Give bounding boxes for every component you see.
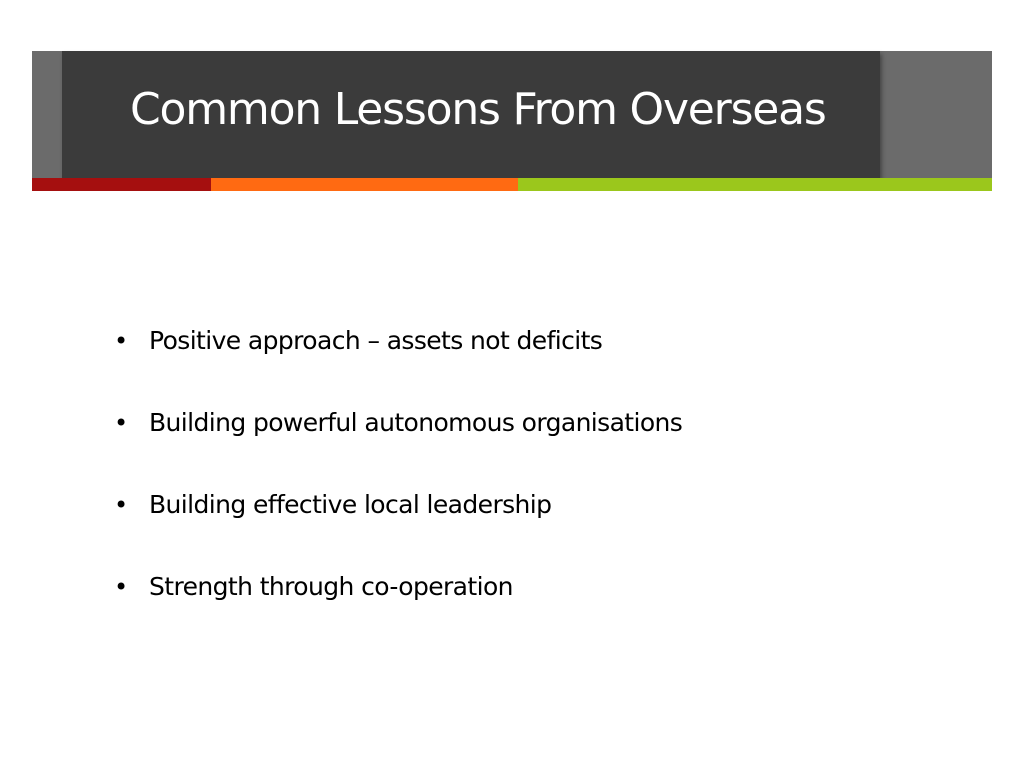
bullet-list: [114, 318, 682, 646]
accent-bar-orange: [211, 178, 518, 191]
accent-bar: [32, 178, 992, 191]
list-item: [114, 318, 682, 400]
bullet-text: Building powerful autonomous organisations: [149, 408, 683, 437]
accent-bar-green: [518, 178, 992, 191]
list-item: [114, 482, 682, 564]
list-item: [114, 564, 682, 646]
slide-title: Common Lessons From Overseas: [130, 84, 826, 135]
bullet-icon: •: [114, 491, 129, 519]
list-item: [114, 400, 682, 482]
accent-bar-red: [32, 178, 211, 191]
bullet-icon: •: [114, 327, 129, 355]
bullet-text: Positive approach – assets not deficits: [149, 326, 603, 355]
bullet-text: Building effective local leadership: [149, 490, 552, 519]
bullet-icon: •: [114, 573, 129, 601]
bullet-icon: •: [114, 409, 129, 437]
bullet-text: Strength through co-operation: [149, 572, 513, 601]
